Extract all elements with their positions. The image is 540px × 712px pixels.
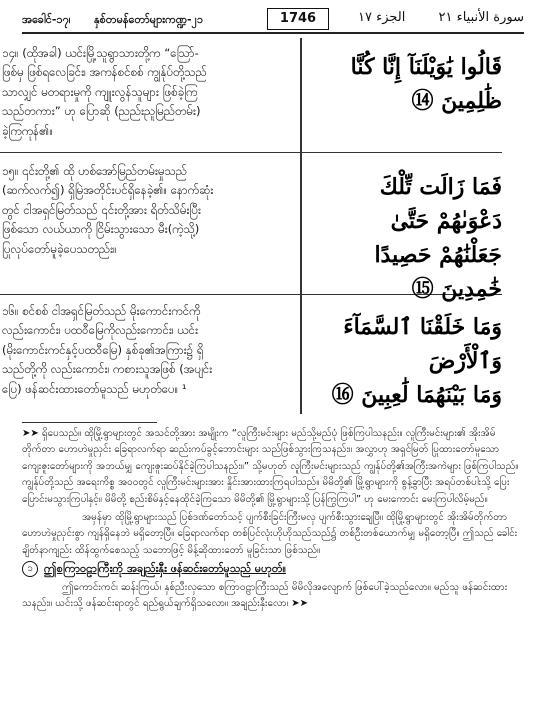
translation-line: သည်တကား” ဟု ပြောဆို (ညည်းညူမြည်တမ်း) <box>2 104 201 119</box>
arabic-line: وَمَا بَيْنَهُمَا لَٰعِبِينَ ⑯ <box>331 382 502 408</box>
footnotes <box>22 426 522 612</box>
verse-translation <box>2 162 288 259</box>
translation-line: သည်တို့ကို လည်းကောင်း၊ ကစားသူအဖြစ် (အပျင်း <box>2 362 213 377</box>
page-header <box>22 10 524 34</box>
arabic-line: قَالُوا يَٰوَيْلَنَآ إِنَّا كُنَّا ظَٰلِمِينَ ⑭ <box>350 54 502 114</box>
footnote-separator <box>22 422 157 423</box>
translation-line: ၁၅။ ၎င်းတို့၏ ထို ဟစ်အော်မြည်တမ်းမှုသည် <box>2 164 188 178</box>
arabic-verse <box>312 50 502 118</box>
footnote-number: ၁ <box>22 561 38 577</box>
translation-line: သာလျှင် မတရားမှုကို ကျူးလွန်သူများ ဖြစ်ခဲ့ကြ <box>2 84 198 99</box>
translation-line: ၁၆။ စင်စစ် ငါအရှင်မြတ်သည် မိုးကောင်းကင်ကို <box>2 304 201 318</box>
translation-line: ၁၄။ (ထိုအခါ) ယင်းမြို့သူရွာသားတို့က “သြော်- <box>2 46 199 60</box>
footnote-paragraph: ဤကောင်းကင်၊ ဆန်းကြယ်၊ နှစ်ညီးလှသော စကြာဝဠာကြီးသည် မိမိလိုအလျောက် ဖြစ်ပေါ်ခဲ့သည်လော။ မည်သူ ဖန်ဆင်းထားသနည်း။ ယင်းသို့ ဖန်ဆင်းရာတွင် ရည်ရွယ်ချက်ရှိသလော။ အချည်းနှီးလော၊ ➤➤ <box>22 581 508 610</box>
translation-line: လည်းကောင်း၊ ပထဝီမြေကိုလည်းကောင်း၊ ယင်း <box>2 323 199 338</box>
footnote-paragraph: အမှန်မှာ ထိုမြို့ရွာများသည် ပြစ်ဒဏ်တော်သင့် ပျက်စီးခြင်းကြီးမလှ ပျက်စီးသွားချေပြီ။ ထိုမြို့ရွာများတွင် အိုးအိမ်တိုက်တာ ဟောဟဲမှုညှင်းစွာ ကျန်ရှိနေဘဲ မရှိတော့ပြီ။ ခြေရာလက်ရာ တစ်ပြင်လုံးဟိုဟိုသည်သည်၌ တစ်ဦးတစ်ယောက်မျှ မရှိတော့ပြီ။ ဤသည် ခေါင်းချိတ်နာကျည်း ထိန်ထွက်စေသည့် သဘောဖြင့် မိန့်ဆိုထားတော် မူခြင်းသာ ဖြစ်သည်။ <box>22 512 518 556</box>
arabic-verse <box>312 170 502 306</box>
translation-line: (မိုးကောင်းကင်နှင့်ပထဝီမြေ) နှစ်ခု၏အကြား၌ ရှိ <box>2 342 204 357</box>
subheading-text: ဤစကြာဝဠာကြီးကို အချည်းနှီး ဖန်ဆင်းတော်မူသည် မဟုတ်။ <box>44 562 286 576</box>
section-title: နှစ်တမန်တော်များကဏ္ဍ-၂၁ <box>94 13 204 26</box>
surah-label: سورة الأنبياء ٢١ <box>438 10 524 25</box>
verse-row <box>0 294 502 414</box>
verse-row <box>0 36 502 153</box>
translation-line: ခဲ့ကြကုန်၏။ <box>2 123 53 138</box>
translation-line: ပြုလုပ်တော်မူခဲ့ပေသတည်း။ <box>2 241 117 256</box>
arabic-verse <box>312 310 502 412</box>
translation-line: ပြေ) ဖန်ဆင်းထားတော်မူသည် မဟုတ်ပေ။ ¹ <box>2 381 187 396</box>
juz-label: الجزء ١٧ <box>358 10 406 25</box>
translation-line: ဖြစ်သော လယ်ယာကို ငြိမ်းသွားသော မီး(ကဲ့သို့) <box>2 222 200 237</box>
translation-line: တွင် ငါအရှင်မြတ်သည် ၎င်းတို့အား ရိတ်သိမ်းပြီး <box>2 202 201 217</box>
arabic-line: وَمَا خَلَقْنَا ٱلسَّمَآءَ وَٱلْأَرْضَ <box>343 314 502 374</box>
translation-line: (ဆက်လက်၍) ရှိမြဲအတိုင်းပင်ရှိနေခဲ့၏။ နောက်ဆုံး <box>2 183 214 198</box>
footnote-subheading <box>22 561 522 577</box>
verse-translation <box>2 44 288 141</box>
chapter-label: အခေါင်-၁၇၊ <box>22 13 71 26</box>
arabic-line: جَعَلْنَٰهُمْ حَصِيدًا خَٰمِدِينَ ⑮ <box>374 242 502 302</box>
footnote-paragraph: ➤➤ ရှိပေသည်။ ထိုမြို့ရွာများတွင် အသင်တို့အား အမျိုးက “လူကြီးမင်းများ မည်သို့မည်ပုံ ဖြစ်ကြပါသနည်း။ လူကြီးမင်းများ၏ အိုးအိမ်တိုက်တာ ဟောဟဲမှုညှင်း ခြေရာလက်ရာ ဆည်းကပ်ခွင့်ဘောင်းများ သည်ဖြစ်သွားကြသနည်း။ အလွှာဟု အရှင်မြတ် ပြုထားတော်မူသော ကျေးဇူးတော်များကို အဘယ်မျှ ကျေးဇူးဆပ်နိုင်ခဲ့ကြပါသနည်း။” သို့မဟုတ် လူကြီးမင်းများသည် ကျွန်ုပ်တို့၏အကြီးအကဲများ ဖြစ်ကြပါသည်။ ကျွန်ုပ်တို့သည် အရေးကိစ္စ အဝဝတွင် လူကြီးမင်းများအား နှိုင်းအားထားကြရပါသည်။ မိမိတို့၏ မြို့ရွာများကို စွန့်ခွာပြီး အရပ်တစ်ပါးသို့ ပြေးပြောင်းမသွားကြပါနှင့်။ မိမိတို့ စည်းစိမ်နှင့်နေထိုင်ခဲ့ကြသော မိမိတို့၏ မြို့ရွာများသို့ ပြန်ကြွကြပါ” ဟု မေးကောင်း မေးကြပါလိမ့်မည်။ <box>22 428 519 505</box>
verse-row <box>0 152 502 302</box>
translation-line: ဖြစ်မှ ဖြစ်ရလေခြင်း၊ အကန်စင်စစ် ကျွန်ုပ်တို့သည် <box>2 65 207 80</box>
page-number: 1746 <box>267 8 329 30</box>
arabic-line: فَمَا زَالَت تِّلْكَ دَعْوَىٰهُمْ حَتَّىٰ <box>379 174 502 234</box>
verse-translation <box>2 302 288 399</box>
